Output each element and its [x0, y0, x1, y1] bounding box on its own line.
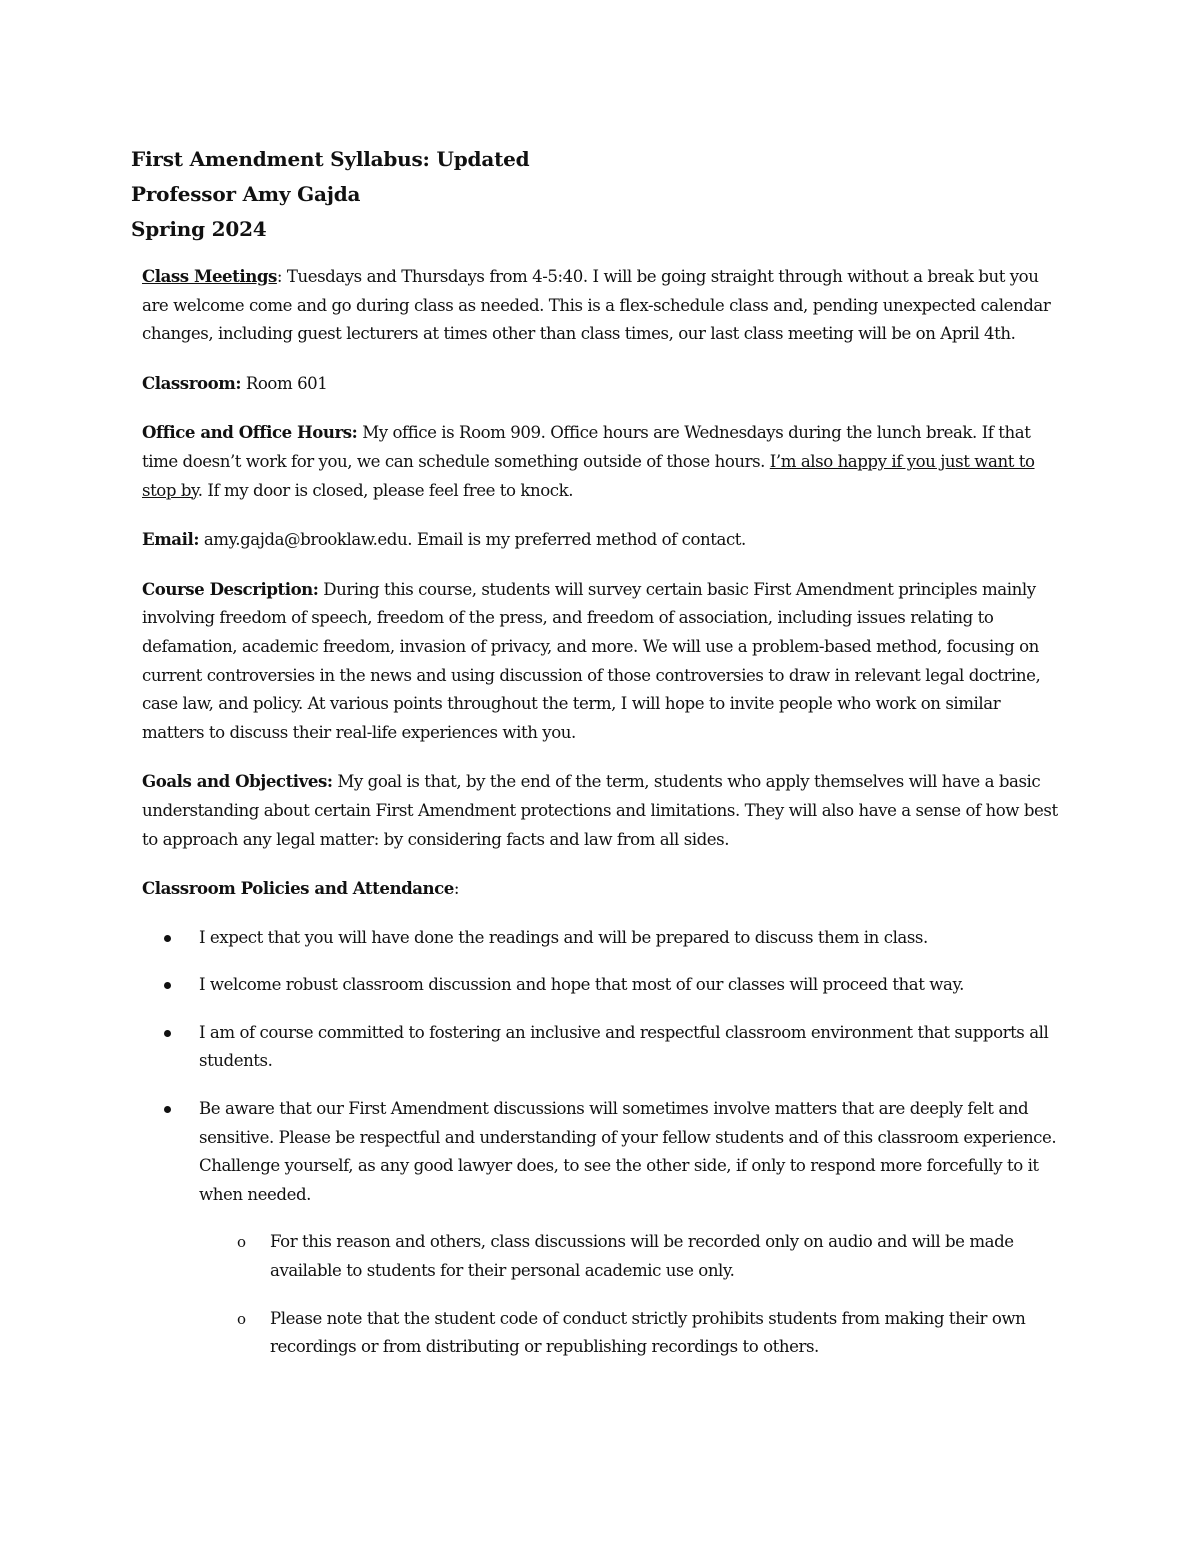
term: Spring 2024 — [131, 217, 267, 241]
office-hours-label: Office and Office Hours: — [142, 422, 358, 443]
list-item — [142, 1305, 1060, 1362]
circle-bullet-icon: o — [237, 1309, 246, 1328]
policies-heading — [142, 874, 1060, 904]
goals-label: Goals and Objectives: — [142, 771, 333, 792]
page-title: First Amendment Syllabus: Updated — [131, 147, 530, 171]
policy-text: I expect that you will have done the readings and will be prepared to discuss them in class. — [199, 927, 928, 947]
email-section — [142, 525, 1060, 555]
course-description-label: Course Description: — [142, 578, 319, 599]
email-label: Email: — [142, 529, 199, 550]
policy-text: I welcome robust classroom discussion and hope that most of our classes will proceed that way. — [199, 975, 965, 995]
office-hours-section — [142, 418, 1060, 505]
classroom-text: Room 601 — [241, 373, 328, 393]
list-item — [142, 971, 1060, 1000]
office-hours-after-text: . If my door is closed, please feel free to knock. — [197, 480, 574, 500]
circle-bullet-icon: o — [237, 1233, 246, 1252]
sub-policy-text: For this reason and others, class discussions will be recorded only on audio and will be made available to students for their personal academic use only. — [270, 1232, 1014, 1281]
goals-section — [142, 767, 1060, 854]
policies-list — [142, 924, 1060, 1210]
policy-text: Be aware that our First Amendment discussions will sometimes involve matters that are deeply felt and sensitive. Please be respectful and understanding of your fellow students and of this classroom experience. Challenge yourself, as any good lawyer does, to see the other side, if only to respond more forcefully to it when needed. — [199, 1099, 1057, 1204]
list-item — [142, 1228, 1060, 1285]
title-block — [131, 142, 529, 247]
policy-text: I am of course committed to fostering an inclusive and respectful classroom environment that supports all students. — [199, 1022, 1049, 1071]
course-description-section — [142, 575, 1060, 748]
syllabus-body — [142, 262, 1060, 1381]
sub-policy-text: Please note that the student code of conduct strictly prohibits students from making their own recordings or from distributing or republishing recordings to others. — [270, 1308, 1026, 1357]
bullet-icon — [164, 1106, 171, 1113]
email-text: amy.gajda@brooklaw.edu. Email is my preferred method of contact. — [199, 530, 746, 550]
policies-label: Classroom Policies and Attendance — [142, 878, 454, 899]
classroom-label: Classroom: — [142, 372, 242, 393]
course-description-text: During this course, students will survey certain basic First Amendment principles mainly involving freedom of speech, freedom of the press, and freedom of association, including issues relating to defamation, academic freedom, invasion of privacy, and more. We will use a problem-based method, focusing on current controversies in the news and using discussion of those controversies to draw in relevant legal doctrine, case law, and policy. At various points throughout the term, I will hope to invite people who work on similar matters to discuss their real-life experiences with you. — [142, 579, 1041, 742]
bullet-icon — [164, 935, 171, 942]
list-item — [142, 924, 1060, 953]
office-hours-underlined-text: I’m also happy if you just want to stop by — [142, 451, 1035, 500]
goals-text: My goal is that, by the end of the term, students who apply themselves will have a basic understanding about certain First Amendment protections and limitations. They will also have a sense of how best to approach any legal matter: by considering facts and law from all sides. — [142, 772, 1058, 849]
professor-name: Professor Amy Gajda — [131, 182, 361, 206]
office-hours-text: My office is Room 909. Office hours are Wednesdays during the lunch break. If that time doesn’t work for you, we can schedule something outside of those hours. — [142, 423, 1031, 471]
list-item — [142, 1019, 1060, 1076]
policies-colon: : — [453, 879, 460, 899]
class-meetings-text: : Tuesdays and Thursdays from 4-5:40. I will be going straight through without a break but you are welcome come and go during class as needed. This is a flex-schedule class and, pending unexpected calendar changes, including guest lecturers at times other than class times, our last class meeting will be on April 4th. — [142, 267, 1051, 344]
list-item — [142, 1095, 1060, 1209]
bullet-icon — [164, 1030, 171, 1037]
class-meetings-label: Class Meetings — [142, 266, 277, 286]
bullet-icon — [164, 982, 171, 989]
recording-policies-list — [142, 1228, 1060, 1361]
classroom-section — [142, 369, 1060, 399]
class-meetings-section — [142, 262, 1060, 349]
